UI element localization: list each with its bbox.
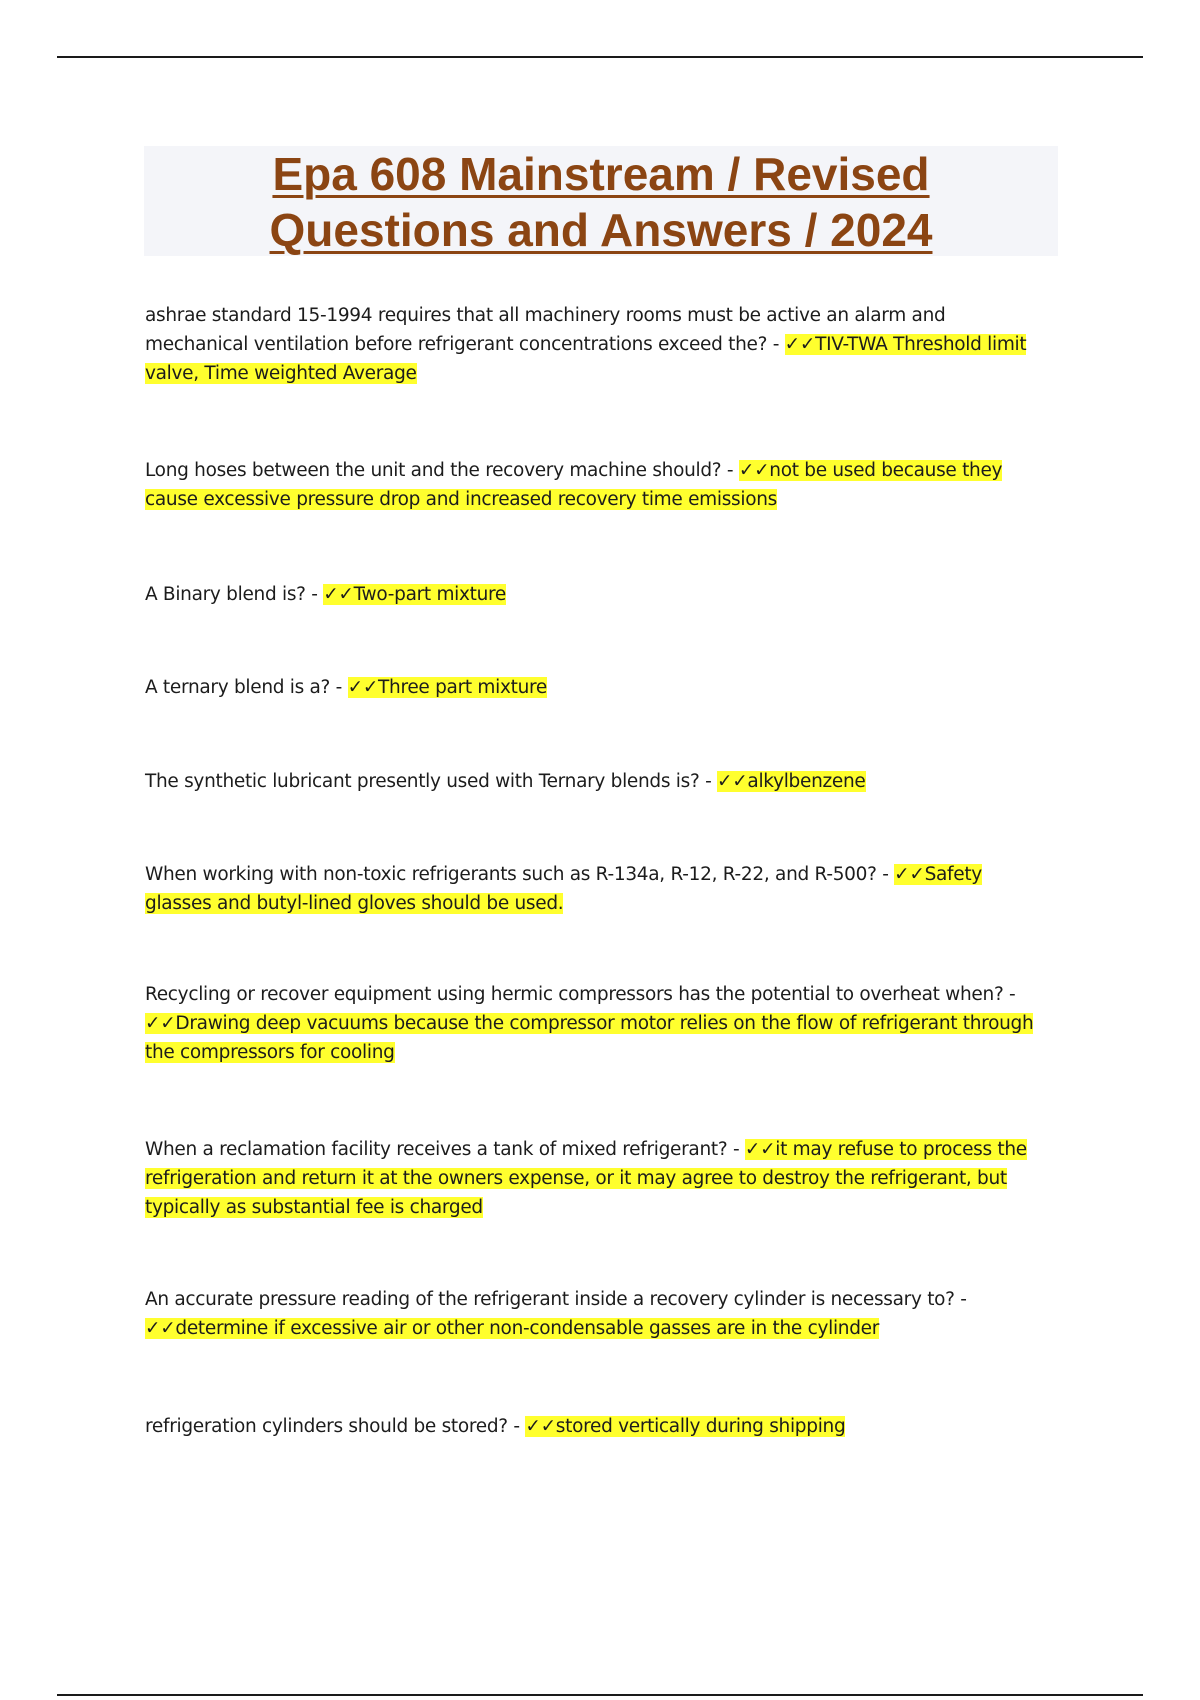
qa-item: [145, 301, 1050, 388]
question-text: ashrae standard 15-1994 requires that all machinery rooms must be active an alarm and mechanical ventilation before refrigerant concentrations exceed the? -: [145, 305, 946, 355]
qa-item: [145, 580, 1050, 609]
question-text: When working with non-toxic refrigerants such as R-134a, R-12, R-22, and R-500? -: [145, 864, 895, 885]
question-text: The synthetic lubricant presently used with Ternary blends is? -: [145, 771, 718, 792]
question-text: A Binary blend is? -: [145, 584, 324, 605]
answer-text: ✓✓stored vertically during shipping: [525, 1416, 846, 1437]
question-text: Recycling or recover equipment using hermic compressors has the potential to overheat when? -: [145, 984, 1016, 1005]
question-text: A ternary blend is a? -: [145, 677, 348, 698]
answer-text: ✓✓Three part mixture: [347, 677, 547, 698]
top-rule: [57, 56, 1143, 58]
question-text: When a reclamation facility receives a tank of mixed refrigerant? -: [145, 1139, 745, 1160]
qa-item: [145, 456, 1050, 514]
qa-item: [145, 980, 1050, 1067]
title-block: [144, 146, 1058, 256]
qa-item: [145, 1135, 1050, 1222]
qa-item: [145, 673, 1050, 702]
answer-text: ✓✓Safety glasses and butyl-lined gloves should be used.: [145, 864, 982, 914]
title-line-2: Questions and Answers / 2024: [269, 204, 933, 256]
qa-item: [145, 767, 1050, 796]
answer-text: ✓✓TIV-TWA Threshold limit valve, Time weighted Average: [145, 334, 1027, 384]
answer-text: ✓✓determine if excessive air or other non-condensable gasses are in the cylinder: [145, 1318, 880, 1339]
document-title: [144, 146, 1058, 258]
qa-item: [145, 1412, 1050, 1441]
title-line-1: Epa 608 Mainstream / Revised: [272, 148, 930, 200]
qa-item: [145, 860, 1050, 918]
question-text: Long hoses between the unit and the recovery machine should? -: [145, 460, 739, 481]
question-text: refrigeration cylinders should be stored? -: [145, 1416, 526, 1437]
question-text: An accurate pressure reading of the refrigerant inside a recovery cylinder is necessary to? -: [145, 1289, 967, 1310]
answer-text: ✓✓not be used because they cause excessive pressure drop and increased recovery time emissions: [145, 460, 1003, 510]
qa-item: [145, 1285, 1050, 1343]
answer-text: ✓✓alkylbenzene: [717, 771, 866, 792]
answer-text: ✓✓Two-part mixture: [323, 584, 507, 605]
answer-text: ✓✓it may refuse to process the refrigeration and return it at the owners expense, or it may agree to destroy the refrigerant, but typically as substantial fee is charged: [145, 1139, 1027, 1218]
answer-text: ✓✓Drawing deep vacuums because the compressor motor relies on the flow of refrigerant through the compressors for cooling: [145, 1013, 1034, 1063]
bottom-rule: [57, 1694, 1143, 1696]
